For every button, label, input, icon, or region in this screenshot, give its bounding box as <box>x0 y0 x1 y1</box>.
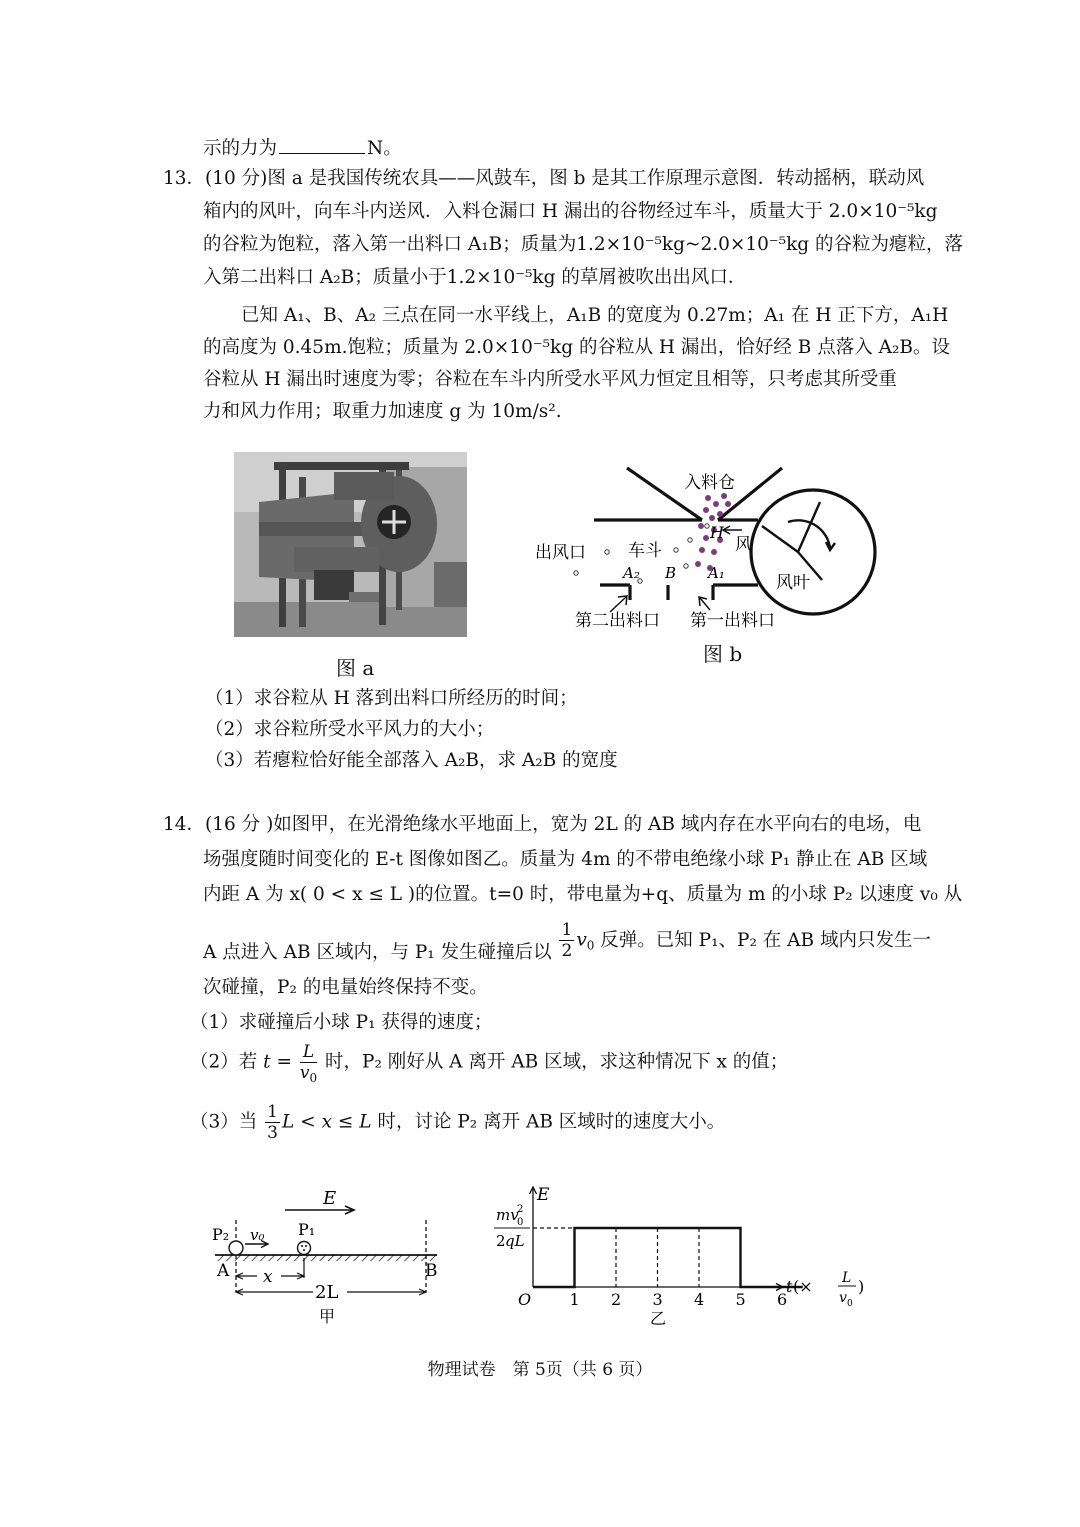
svg-text:0: 0 <box>847 1299 853 1309</box>
x-tick-label-3: 3 <box>652 1290 663 1309</box>
q13-line7: 谷粒从 H 漏出时速度为零；谷粒在车斗内所受水平风力恒定且相等，只考虑其所受重 <box>203 369 897 390</box>
wind-label: 风 <box>735 535 752 555</box>
q13-line6: 的高度为 0.45m.饱粒；质量为 2.0×10⁻⁵kg 的谷粒从 H 漏出，恰好经 B 点落入 A₂B。设 <box>203 337 950 358</box>
A-label: A <box>217 1261 230 1281</box>
outlet-label: 出风口 <box>535 543 586 563</box>
q14-line3: 内距 A 为 x( 0 < x ≤ L )的位置。t=0 时，带电量为+q、质量为 m 的小球 P₂ 以速度 v₀ 从 <box>203 884 963 905</box>
svg-text:mv: mv <box>496 1206 519 1224</box>
fig-jia <box>205 1180 455 1330</box>
svg-text:2: 2 <box>496 1232 506 1250</box>
first-outlet-label: 第一出料口 <box>690 611 775 631</box>
svg-text:(×: (× <box>793 1277 813 1296</box>
q13-line2: 箱内的风叶，向车斗内送风．入料仓漏口 H 漏出的谷物经过车斗，质量大于 2.0×10⁻⁵kg <box>203 201 938 222</box>
v0-label: v₀ <box>250 1226 265 1244</box>
q13-sub3: （3）若瘪粒恰好能全部落入 A₂B，求 A₂B 的宽度 <box>205 750 618 771</box>
P1-label: P₁ <box>298 1220 316 1239</box>
x-tick-label-1: 1 <box>569 1290 580 1309</box>
x-tick-label-6: 6 <box>777 1290 788 1309</box>
svg-text:qL: qL <box>505 1232 525 1250</box>
fig-a-caption: 图 a <box>336 656 375 680</box>
hopper-label: 入料仓 <box>684 473 735 493</box>
fan-label: 风叶 <box>776 573 810 593</box>
P2-label: P₂ <box>212 1225 230 1244</box>
q13-line8: 力和风力作用；取重力加速度 g 为 10m/s². <box>203 401 562 422</box>
q14-line4: A 点进入 AB 区域内，与 P₁ 发生碰撞后以 $\frac{1}{2}$ $v_0$ 反弹。已知 P₁、P₂ 在 AB 域内只发生一 <box>203 920 932 963</box>
x-label: x <box>263 1267 273 1287</box>
2L-label: 2L <box>315 1282 339 1303</box>
H-label: H <box>710 523 724 542</box>
q13-line4: 入第二出料口 A₂B；质量小于1.2×10⁻⁵kg 的草屑被吹出出风口． <box>203 267 747 288</box>
q12-tail: 示的力为 N。 <box>203 138 402 159</box>
fig-yi-et-chart <box>490 1180 880 1330</box>
winnowing-machine-photo <box>234 452 467 637</box>
fig-yi-caption: 乙 <box>650 1309 667 1328</box>
q14-sub1: （1）求碰撞后小球 P₁ 获得的速度； <box>190 1012 493 1033</box>
fig-jia-caption: 甲 <box>319 1307 336 1326</box>
q14-sub3: （3）当 $\frac{1}{3}$ L < x ≤ L 时，讨论 P₂ 离开 AB 区域时的速度大小。 <box>190 1102 726 1143</box>
second-outlet-label: 第二出料口 <box>575 611 660 631</box>
page-footer: 物理试卷 第 5页（共 6 页） <box>427 1360 653 1380</box>
bucket-label: 车斗 <box>628 541 662 561</box>
half-fraction: $\frac{1}{2}$ <box>561 920 573 961</box>
svg-text:v: v <box>839 1290 847 1306</box>
yi-E-label: E <box>537 1185 550 1205</box>
q14-sub2: （2）若 t = $\frac{L}{v_0}$ 时，P₂ 刚好从 A 离开 AB 区域，求这种情况下 x 的值； <box>190 1042 789 1085</box>
one-third-fraction: $\frac{1}{3}$ <box>267 1102 278 1143</box>
A1-label: A₁ <box>708 564 725 582</box>
svg-text:t: t <box>786 1277 793 1296</box>
x-tick-label-4: 4 <box>694 1290 705 1309</box>
q13-line3: 的谷粒为饱粒，落入第一出料口 A₁B；质量为1.2×10⁻⁵kg~2.0×10⁻⁵kg 的谷粒为瘪粒，落 <box>203 234 964 255</box>
fig-b-caption: 图 b <box>703 642 743 666</box>
q13-line5: 已知 A₁、B、A₂ 三点在同一水平线上，A₁B 的宽度为 0.27m；A₁ 在 H 正下方，A₁H <box>241 305 949 326</box>
B-label: B <box>665 564 677 582</box>
L-over-v0-fraction: $\frac{L}{v_0}$ <box>299 1042 318 1085</box>
x-tick-label-2: 2 <box>611 1290 622 1309</box>
q13-sub1: （1）求谷粒从 H 落到出料口所经历的时间； <box>205 688 578 709</box>
svg-text:0: 0 <box>517 1217 524 1228</box>
answer-blank[interactable] <box>279 138 365 154</box>
q14-line2: 场强度随时间变化的 E-t 图像如图乙。质量为 4m 的不带电绝缘小球 P₁ 静止在 AB 区域 <box>203 849 928 870</box>
y-tick-label <box>494 1204 530 1250</box>
B-label: B <box>425 1261 438 1281</box>
q13-line1: 13．(10 分)图 a 是我国传统农具——风鼓车，图 b 是其工作原理示意图．转动摇柄，联动风 <box>163 168 925 189</box>
svg-text:): ) <box>858 1277 865 1296</box>
A2-label: A₂ <box>623 564 640 582</box>
q13-sub2: （2）求谷粒所受水平风力的大小； <box>205 719 495 740</box>
svg-text:2: 2 <box>517 1204 524 1215</box>
origin-label: O <box>518 1290 532 1309</box>
svg-text:L: L <box>842 1270 852 1286</box>
q14-line5: 次碰撞，P₂ 的电量始终保持不变。 <box>203 977 488 998</box>
x-tick-label-5: 5 <box>735 1290 746 1309</box>
t-axis-label <box>786 1270 864 1309</box>
e-t-series-line <box>533 1228 803 1287</box>
E-label: E <box>323 1188 337 1209</box>
q14-line1: 14．(16 分 )如图甲，在光滑绝缘水平地面上，宽为 2L 的 AB 域内存在水平向右的电场，电 <box>163 814 922 835</box>
winnower-schematic <box>530 460 890 640</box>
